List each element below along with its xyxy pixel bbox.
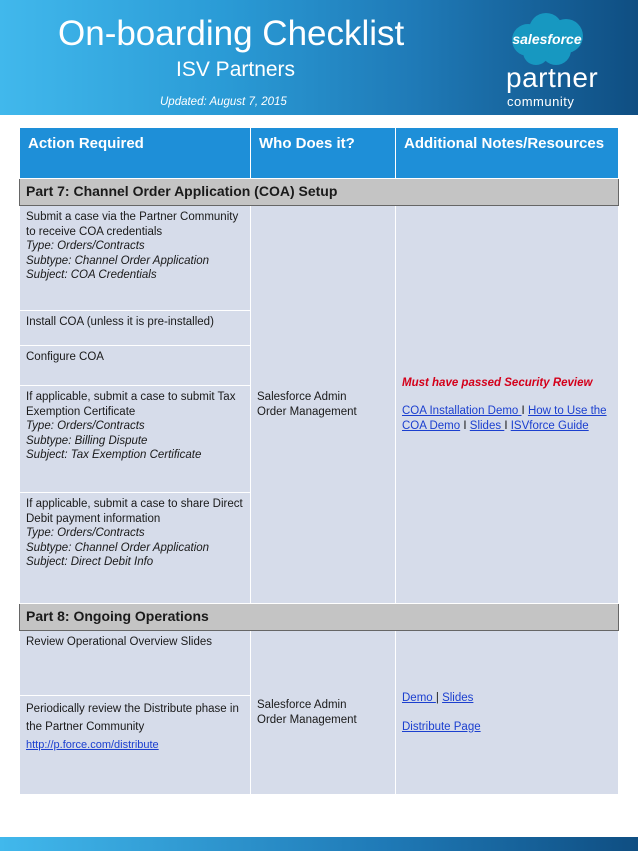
checklist-table xyxy=(19,127,619,795)
resource-links-part7 xyxy=(402,404,612,433)
case-subject: Subject: Direct Debit Info xyxy=(26,556,154,569)
action-text: Submit a case via the Partner Community to receive COA credentials xyxy=(26,211,239,238)
column-header-notes: Additional Notes/Resources xyxy=(396,128,619,179)
who-line: Order Management xyxy=(257,405,357,418)
isvforce-guide-link[interactable]: ISVforce Guide xyxy=(510,419,589,432)
coa-installation-demo-link[interactable]: COA Installation Demo xyxy=(402,405,522,418)
case-subject: Subject: COA Credentials xyxy=(26,269,157,282)
action-cell-configure-coa: Configure COA xyxy=(20,346,251,386)
case-subject: Subject: Tax Exemption Certificate xyxy=(26,449,202,462)
action-cell-distribute-review xyxy=(20,696,251,795)
resource-links-part8 xyxy=(402,691,612,706)
partner-wordmark: partner xyxy=(506,62,599,93)
link-separator: | xyxy=(435,691,439,704)
notes-cell-part7 xyxy=(396,206,619,604)
updated-date: Updated: August 7, 2015 xyxy=(160,96,287,108)
table-header-row xyxy=(20,128,619,179)
salesforce-cloud-logo xyxy=(506,10,588,68)
section-row-part8 xyxy=(20,604,619,631)
who-line: Salesforce Admin xyxy=(257,698,347,711)
table-row xyxy=(20,631,619,696)
section-heading-part8: Part 8: Ongoing Operations xyxy=(20,604,619,631)
who-cell-part7 xyxy=(251,206,396,604)
salesforce-logo-text: salesforce xyxy=(512,31,582,47)
column-header-who: Who Does it? xyxy=(251,128,396,179)
footer-bar xyxy=(0,837,638,851)
header-banner xyxy=(0,0,638,115)
slides-link[interactable]: Slides xyxy=(469,419,505,432)
who-line: Salesforce Admin xyxy=(257,390,347,403)
column-header-action: Action Required xyxy=(20,128,251,179)
action-cell-coa-credentials xyxy=(20,206,251,311)
action-cell-direct-debit xyxy=(20,493,251,604)
action-cell-tax-exemption xyxy=(20,386,251,493)
section-row-part7 xyxy=(20,179,619,206)
case-type: Type: Orders/Contracts xyxy=(26,240,145,253)
page-title: On-boarding Checklist xyxy=(58,14,405,53)
action-cell-review-slides: Review Operational Overview Slides xyxy=(20,631,251,696)
who-line: Order Management xyxy=(257,713,357,726)
action-text: If applicable, submit a case to submit Tax Exemption Certificate xyxy=(26,391,236,418)
slides-link[interactable]: Slides xyxy=(442,691,474,704)
link-separator: I xyxy=(521,405,525,418)
action-text: If applicable, submit a case to share Direct Debit payment information xyxy=(26,498,243,525)
case-type: Type: Orders/Contracts xyxy=(26,420,145,433)
demo-link[interactable]: Demo xyxy=(402,691,436,704)
distribute-page-link[interactable]: Distribute Page xyxy=(402,720,481,733)
link-separator: I xyxy=(463,419,467,432)
section-heading-part7: Part 7: Channel Order Application (COA) Setup xyxy=(20,179,619,206)
case-type: Type: Orders/Contracts xyxy=(26,527,145,540)
how-to-use-coa-demo-link[interactable]: How to Use the COA Demo xyxy=(402,405,607,432)
action-cell-install-coa: Install COA (unless it is pre-installed) xyxy=(20,311,251,346)
case-subtype: Subtype: Channel Order Application xyxy=(26,541,210,554)
who-cell-part8 xyxy=(251,631,396,795)
action-text: Periodically review the Distribute phase in the Partner Community xyxy=(26,703,239,733)
security-review-warning: Must have passed Security Review xyxy=(402,376,593,389)
case-subtype: Subtype: Billing Dispute xyxy=(26,434,148,447)
page-subtitle: ISV Partners xyxy=(176,58,296,81)
case-subtype: Subtype: Channel Order Application xyxy=(26,254,210,267)
link-separator: I xyxy=(504,419,508,432)
community-wordmark: community xyxy=(507,94,575,109)
notes-cell-part8 xyxy=(396,631,619,795)
table-row xyxy=(20,206,619,311)
distribute-url-link[interactable]: http://p.force.com/distribute xyxy=(26,739,159,751)
